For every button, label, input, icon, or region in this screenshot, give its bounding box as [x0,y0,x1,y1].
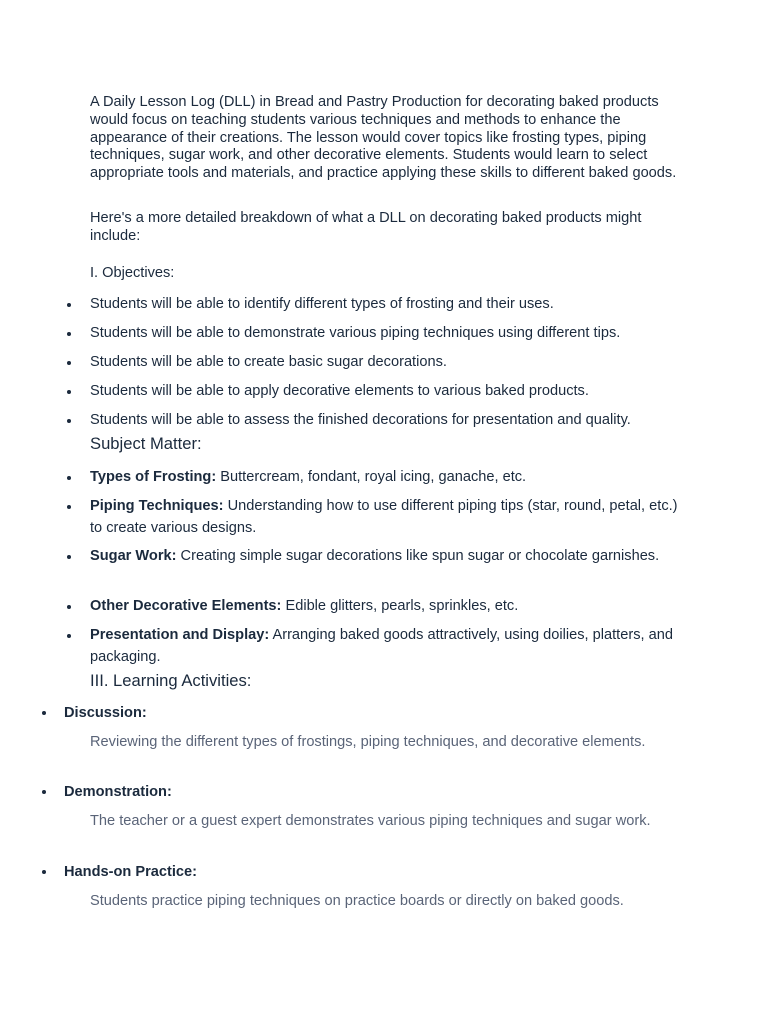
list-item-term: Presentation and Display: [90,627,270,643]
list-item: Students will be able to apply decorative elements to various baked products. [90,381,680,403]
activity-label: Demonstration: [64,784,172,800]
list-item-text: Creating simple sugar decorations like spun sugar or chocolate garnishes. [176,548,660,564]
subject-matter-heading: Subject Matter: [90,434,202,453]
list-item [90,625,680,668]
list-item: Students will be able to assess the finished decorations for presentation and quality. [90,410,680,432]
list-item-term: Sugar Work: [90,548,177,564]
list-item: Students will be able to create basic sugar decorations. [90,352,680,374]
objectives-heading: I. Objectives: [90,265,175,281]
list-item-text: Edible glitters, pearls, sprinkles, etc. [281,598,519,614]
list-item: Students will be able to demonstrate various piping techniques using different tips. [90,323,680,345]
activity-label: Hands-on Practice: [64,864,197,880]
activity-label: Discussion: [64,705,147,721]
intro-paragraph: A Daily Lesson Log (DLL) in Bread and Pastry Production for decorating baked products would focus on teaching students various techniques and methods to enhance the appearance of their creations. The lesson would cover topics like frosting types, piping techniques, sugar work, and other decorative elements. Students would learn to select appropriate tools and materials, and practice applying these skills to different baked goods. [90,94,677,182]
breakdown-paragraph: Here's a more detailed breakdown of what a DLL on decorating baked products might include: [90,210,642,244]
list-item-term: Types of Frosting: [90,469,217,485]
list-item [90,467,680,489]
learning-activities-heading: III. Learning Activities: [90,671,252,690]
list-item [90,546,680,568]
list-item-text: Arranging baked goods attractively, using doilies, platters, and packaging. [90,627,673,665]
list-item-text: Buttercream, fondant, royal icing, ganache, etc. [216,469,527,485]
activity-description: The teacher or a guest expert demonstrates various piping techniques and sugar work. [90,813,651,829]
list-item-text: Understanding how to use different piping tips (star, round, petal, etc.) to create various designs. [90,498,678,536]
list-item [90,596,680,618]
list-item [90,496,680,539]
list-item: Students will be able to identify different types of frosting and their uses. [90,294,680,316]
activity-description: Reviewing the different types of frostings, piping techniques, and decorative elements. [90,734,646,750]
list-item-term: Piping Techniques: [90,498,224,514]
activity-description: Students practice piping techniques on practice boards or directly on baked goods. [90,893,624,909]
list-item-term: Other Decorative Elements: [90,598,282,614]
